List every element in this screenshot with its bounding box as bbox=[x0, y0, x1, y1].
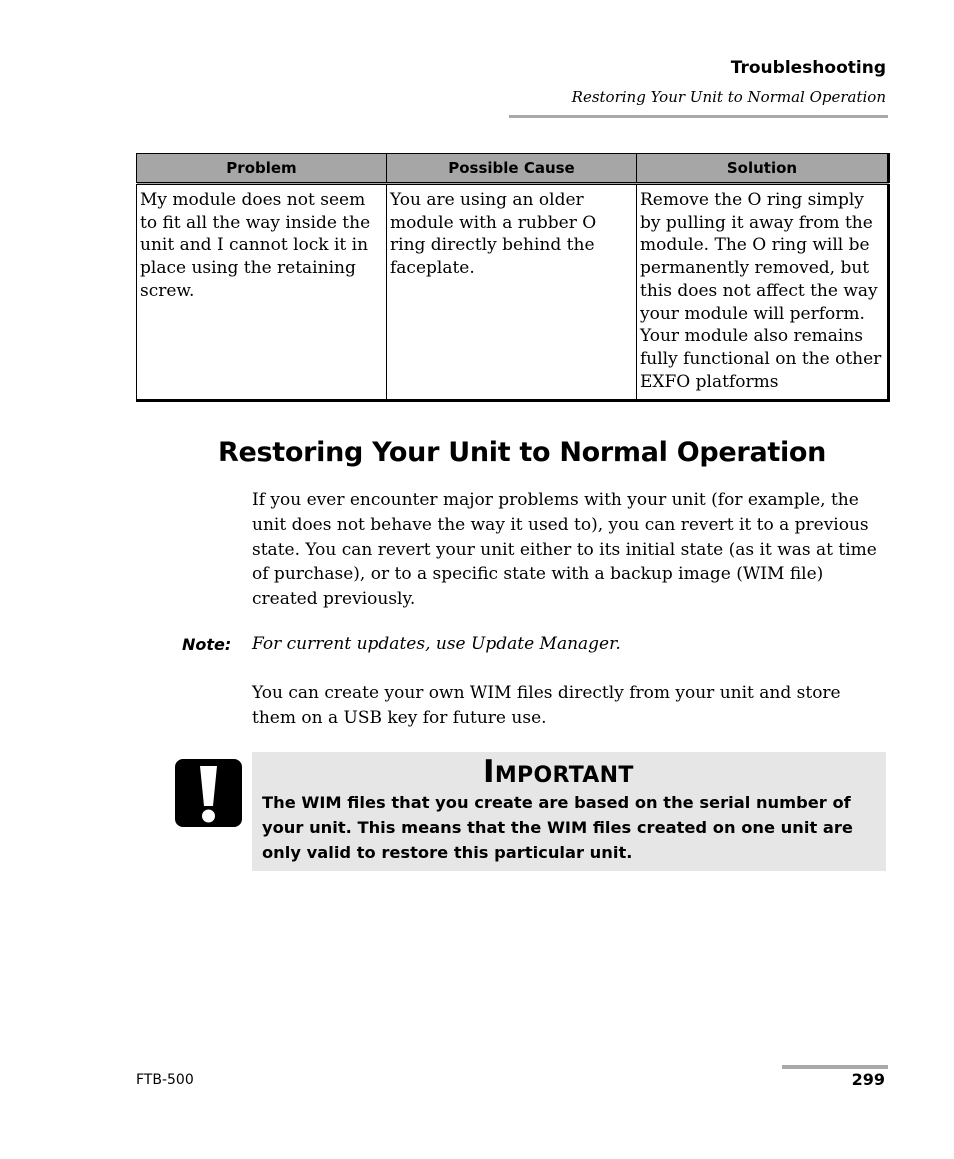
table-row bbox=[137, 184, 889, 401]
cell-solution: Remove the O ring simply by pulling it away from the module. The O ring will be permanently removed, but this does not affect the way your module will perform. Your module also remains fully functional on the other EXFO platforms bbox=[637, 184, 889, 401]
troubleshooting-table bbox=[136, 153, 890, 402]
exclamation-icon bbox=[175, 759, 242, 827]
footer-rule bbox=[782, 1065, 888, 1069]
intro-paragraph: If you ever encounter major problems with your unit (for example, the unit does not behave the way it used to), you can revert it to a previous state. You can revert your unit either to its initial state (as it was at time of purchase), or to a specific state with a backup image (WIM file) created previously. bbox=[252, 490, 877, 610]
wim-paragraph: You can create your own WIM files directly from your unit and store them on a USB key for future use. bbox=[252, 683, 841, 728]
header-rule bbox=[509, 115, 888, 118]
note-label: Note: bbox=[182, 635, 232, 654]
important-title: Important bbox=[483, 754, 634, 790]
header-chapter: Troubleshooting bbox=[730, 58, 886, 78]
column-header-cause: Possible Cause bbox=[387, 154, 637, 184]
section-title: Restoring Your Unit to Normal Operation bbox=[218, 437, 827, 468]
page-number: 299 bbox=[851, 1070, 885, 1089]
cell-cause: You are using an older module with a rubber O ring directly behind the faceplate. bbox=[387, 184, 637, 401]
header-section: Restoring Your Unit to Normal Operation bbox=[571, 88, 886, 106]
column-header-solution: Solution bbox=[637, 154, 889, 184]
column-header-problem: Problem bbox=[137, 154, 387, 184]
note-text: For current updates, use Update Manager. bbox=[252, 634, 621, 654]
footer-product: FTB-500 bbox=[136, 1072, 194, 1088]
important-text: The WIM files that you create are based on the serial number of your unit. This means that the WIM files created on one unit are only valid to restore this particular unit. bbox=[262, 793, 853, 862]
cell-problem: My module does not seem to fit all the way inside the unit and I cannot lock it in place using the retaining screw. bbox=[137, 184, 387, 401]
table-header-row bbox=[137, 154, 889, 184]
